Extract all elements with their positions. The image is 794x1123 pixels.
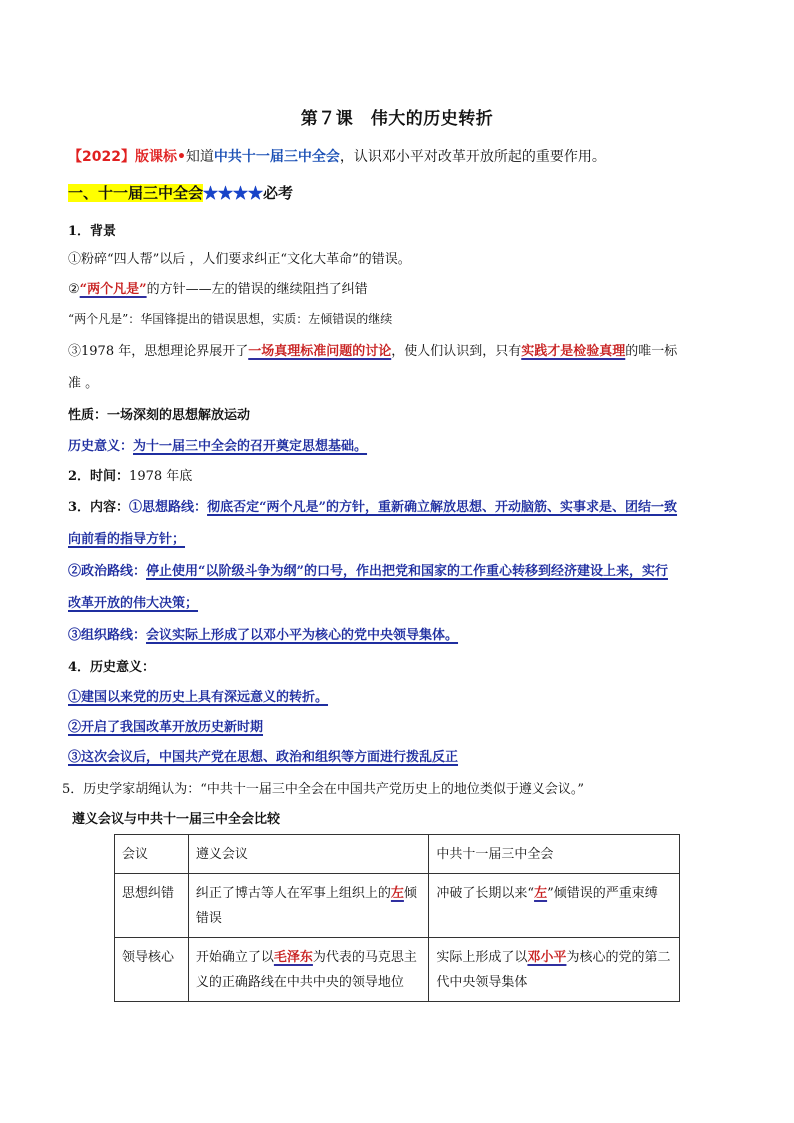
significance-line [68, 435, 367, 454]
cell-text: 纠正了博古等人在军事上组织上的 [195, 886, 391, 901]
organization-pre: ③组织路线： [68, 628, 147, 643]
cell-text: 开始确立了以 [195, 950, 274, 965]
politics-pre: ②政治路线： [68, 564, 147, 579]
table-cell [429, 874, 680, 938]
background-label: 1．背景 [68, 224, 117, 239]
line4-mid: ，使人们认识到，只有 [391, 344, 522, 359]
line4-key2: 实践才是检验真理 [521, 344, 626, 359]
background-line-4 [68, 340, 677, 359]
content-organization-line [68, 624, 458, 643]
time-label: 2．时间： [68, 469, 130, 484]
background-line-4-cont: 准 。 [68, 376, 99, 391]
standard-key: 中共十一届三中全会 [213, 149, 340, 165]
line2-post: 的方针——左的错误的继续阻挡了纠错 [146, 282, 368, 297]
organization-text: 会议实际上形成了以邓小平为核心的党中央领导集体。 [146, 628, 459, 643]
table-cell [429, 938, 680, 1002]
table-cell [188, 938, 429, 1002]
cell-text: 实际上形成了以 [436, 950, 528, 965]
ideology-text-2: 向前看的指导方针； [68, 532, 186, 547]
table-header-cell: 中共十一届三中全会 [429, 835, 680, 874]
cell-text: 为核心的党的第二代中央领导集体 [436, 950, 671, 990]
comparison-table [114, 834, 680, 1002]
significance-label: 4．历史意义： [68, 660, 156, 675]
compare-heading: 遵义会议与中共十一届三中全会比较 [72, 812, 281, 827]
time-value: 1978 年底 [129, 469, 193, 484]
significance-item-3: ③这次会议后，中国共产党在思想、政治和组织等方面进行拨乱反正 [68, 750, 459, 765]
must-test-label: 必考 [263, 184, 294, 202]
standard-dot: • [176, 149, 186, 165]
cell-fill-answer: 毛泽东 [273, 950, 313, 965]
cell-fill-answer: 左 [390, 886, 404, 901]
page-title: 第７课 伟大的历史转折 [300, 109, 494, 129]
row-label: 思想纠错 [115, 874, 189, 938]
cell-text: 倾错误 [195, 886, 417, 926]
standard-pre: 知道 [185, 149, 214, 165]
table-cell [188, 874, 429, 938]
content-politics-cont [68, 592, 198, 611]
significance-item-1: ①建国以来党的历史上具有深远意义的转折。 [68, 690, 329, 705]
row-label: 领导核心 [115, 938, 189, 1002]
sig-text: 为十一届三中全会的召开奠定思想基础。 [133, 439, 368, 454]
section-heading-text: 一、十一届三中全会 [68, 184, 204, 202]
background-line-2 [68, 278, 368, 297]
politics-text-2: 改革开放的伟大决策； [68, 596, 199, 611]
line2-pre: ② [68, 282, 80, 297]
background-line-1: ①粉碎“四人帮”以后 ，人们要求纠正“文化大革命”的错误。 [68, 252, 411, 267]
curriculum-standard [68, 146, 606, 166]
line4-pre: ③1978 年，思想理论界展开了 [68, 344, 249, 359]
cell-text: 为代表的马克思主义的正确路线在中共中央的领导地位 [195, 950, 417, 990]
star-rating-icon: ★★★★ [203, 184, 264, 202]
line4-key1: 一场真理标准问题的讨论 [248, 344, 392, 359]
content-ideology-cont [68, 528, 185, 547]
historian-quote: 5．历史学家胡绳认为：“中共十一届三中全会在中国共产党历史上的地位类似于遵义会议。” [62, 782, 585, 797]
section-heading [68, 182, 293, 203]
content-ideology-line [68, 496, 677, 515]
standard-tag: 【2022】版课标 [68, 149, 177, 165]
sig-label: 历史意义： [68, 439, 134, 454]
ideology-pre: ①思想路线： [129, 500, 208, 515]
table-header-row [115, 835, 680, 874]
content-politics-line [68, 560, 668, 579]
content-label: 3．内容： [68, 500, 130, 515]
politics-text-1: 停止使用“以阶级斗争为纲”的口号，作出把党和国家的工作重心转移到经济建设上来，实行 [146, 564, 668, 579]
table-header-cell: 会议 [115, 835, 189, 874]
time-line [68, 465, 192, 484]
cell-text: ”倾错误的严重束缚 [547, 886, 658, 901]
nature-line: 性质：一场深刻的思想解放运动 [68, 408, 251, 423]
line2-key: “两个凡是” [79, 282, 147, 297]
cell-fill-answer: 左 [534, 886, 548, 901]
standard-post: ，认识邓小平对改革开放所起的重要作用。 [339, 149, 606, 165]
background-line-3: “两个凡是”：华国锋提出的错误思想，实质：左倾错误的继续 [68, 312, 393, 326]
table-row [115, 874, 680, 938]
ideology-text-1: 彻底否定“两个凡是”的方针，重新确立解放思想、开动脑筋、实事求是、团结一致 [207, 500, 678, 515]
table-header-cell: 遵义会议 [188, 835, 429, 874]
significance-item-2: ②开启了我国改革开放历史新时期 [68, 720, 264, 735]
cell-text: 冲破了长期以来“ [436, 886, 535, 901]
line4-post: 的唯一标 [625, 344, 678, 359]
cell-fill-answer: 邓小平 [527, 950, 567, 965]
table-row [115, 938, 680, 1002]
